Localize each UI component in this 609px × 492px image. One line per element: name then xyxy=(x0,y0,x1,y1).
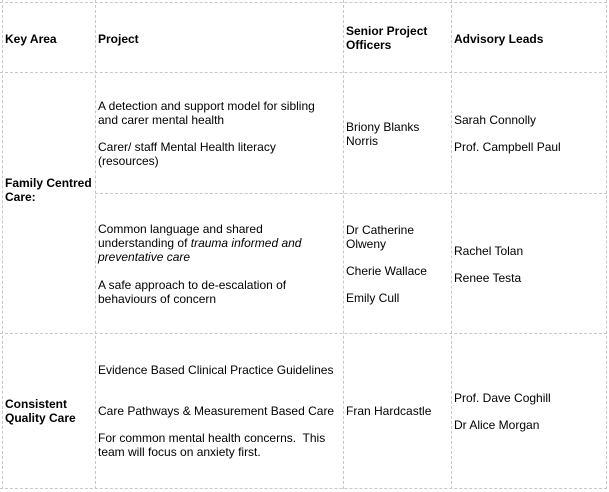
project-item: For common mental health concerns. This team will focus on anxiety first. xyxy=(98,431,329,459)
project-item: Evidence Based Clinical Practice Guidelines xyxy=(98,363,334,377)
project-text-emphasis: trauma informed and preventative care xyxy=(98,236,302,264)
advisory-lead-name: Prof. Dave Coghill xyxy=(454,391,551,405)
project-text: Common language and shared understanding of xyxy=(98,222,263,250)
table-border-bottom xyxy=(0,488,607,489)
header-project: Project xyxy=(98,32,139,46)
officer-name: Emily Cull xyxy=(346,291,400,305)
advisory-lead-name: Dr Alice Morgan xyxy=(454,418,540,432)
advisory-lead-name: Renee Testa xyxy=(454,271,522,285)
key-area-consistent-quality-care: Consistent Quality Care xyxy=(5,397,76,425)
officer-name: Cherie Wallace xyxy=(346,264,427,278)
officer-name xyxy=(346,223,446,251)
project-item xyxy=(98,222,338,264)
table-border-right xyxy=(606,0,607,489)
project-item: Carer/ staff Mental Health literacy (resources) xyxy=(98,140,276,168)
table-border-left xyxy=(2,0,3,489)
project-item: A detection and support model for sibling and carer mental health xyxy=(98,99,315,127)
advisory-lead-name: Prof. Campbell Paul xyxy=(454,140,561,154)
officer-name: Briony Blanks Norris xyxy=(346,120,420,148)
officer-name: Fran Hardcastle xyxy=(346,404,432,418)
project-item: A safe approach to de-escalation of behaviours of concern xyxy=(98,278,287,306)
advisory-lead-name: Rachel Tolan xyxy=(454,244,524,258)
key-area-family-centred-care: Family Centred Care: xyxy=(5,176,92,204)
header-senior-project-officers: Senior Project Officers xyxy=(346,24,428,52)
table-border-top xyxy=(0,2,607,3)
project-item: Care Pathways & Measurement Based Care xyxy=(98,404,335,418)
column-divider xyxy=(95,0,96,489)
row-divider xyxy=(95,193,607,194)
column-divider xyxy=(451,0,452,489)
row-divider xyxy=(0,72,607,73)
header-advisory-leads: Advisory Leads xyxy=(454,32,544,46)
officer-name-text: Dr Catherine Olweny xyxy=(346,223,415,251)
header-key-area: Key Area xyxy=(5,32,57,46)
advisory-lead-name: Sarah Connolly xyxy=(454,113,537,127)
row-divider xyxy=(0,333,607,334)
